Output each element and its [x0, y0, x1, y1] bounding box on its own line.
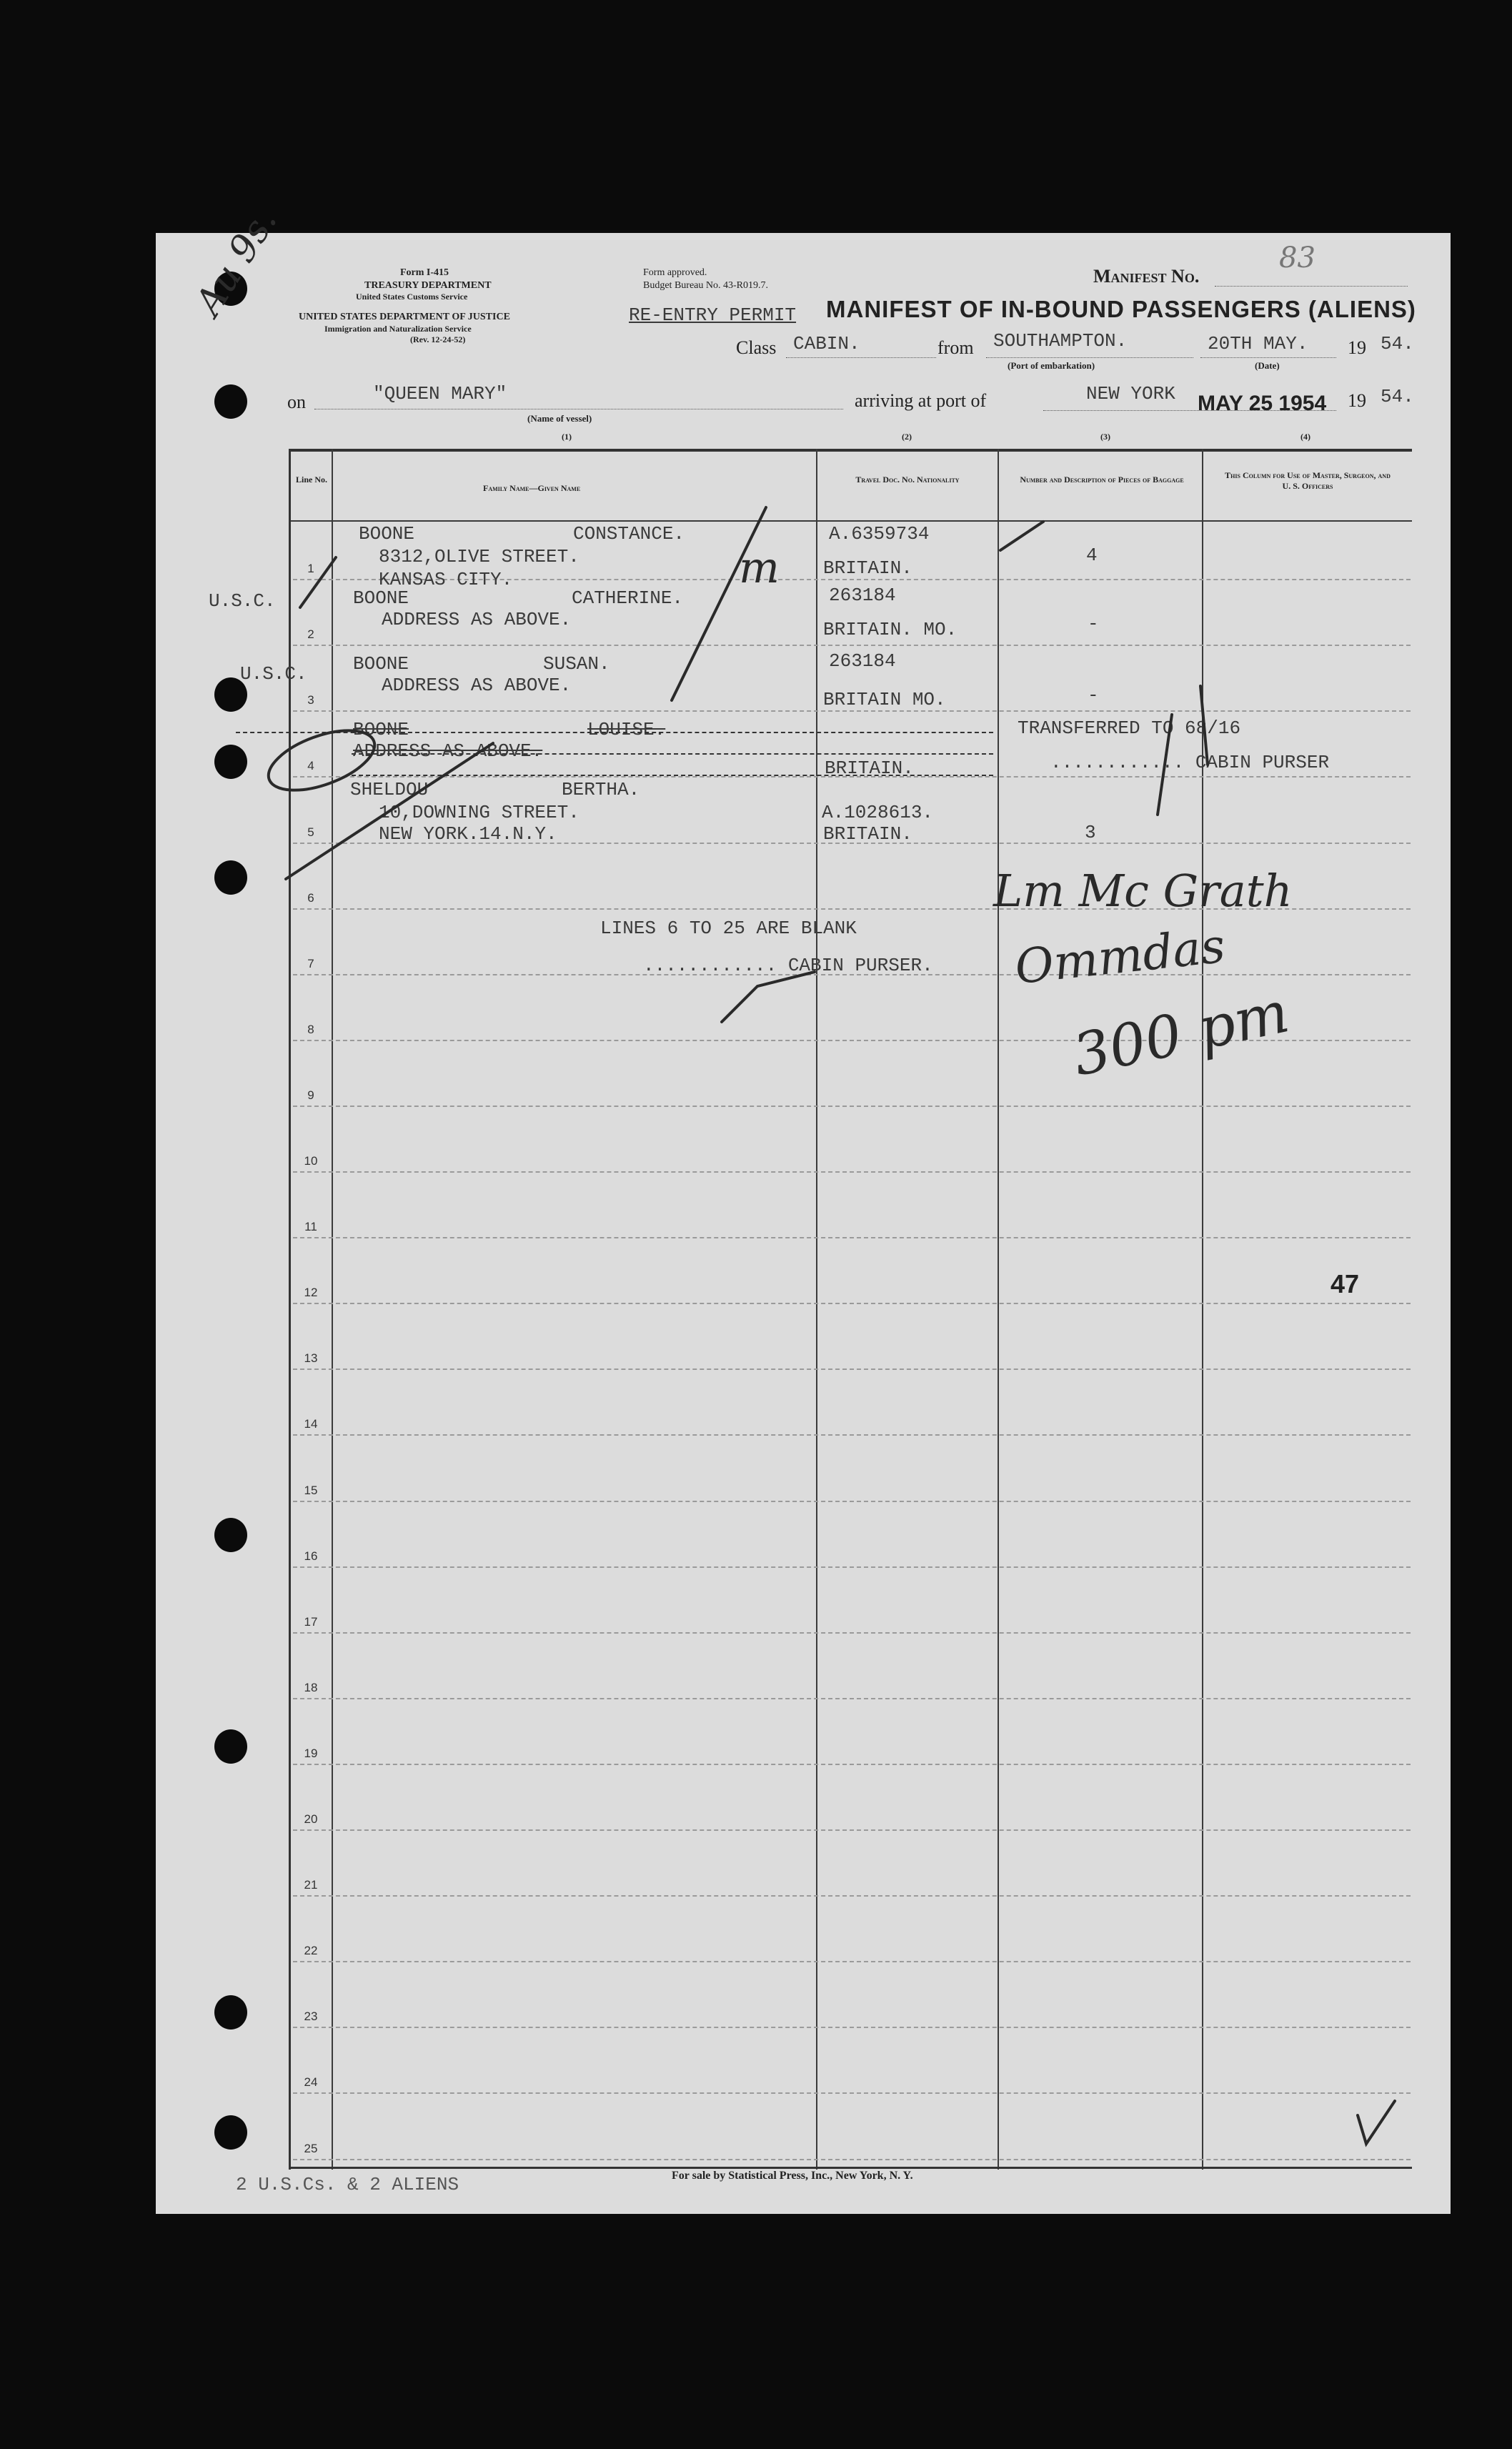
- line-number: 13: [304, 1351, 318, 1366]
- customs-service: United States Customs Service: [356, 292, 468, 302]
- header-line-no: Line No.: [296, 475, 328, 485]
- handwritten-signature: Lm Mc Grath: [993, 865, 1293, 917]
- line-number: 18: [304, 1680, 318, 1694]
- date-caption: (Date): [1255, 360, 1280, 371]
- treasury-department: TREASURY DEPARTMENT: [364, 280, 492, 291]
- entry-5-family: SHELDOU: [350, 779, 429, 800]
- entry-4-nationality: BRITAIN.: [825, 757, 914, 779]
- column-number-1: (1): [562, 432, 572, 442]
- entry-4-family: BOONE: [353, 719, 409, 740]
- line-number: 19: [304, 1746, 318, 1760]
- line-number: 7: [307, 956, 314, 970]
- line-number: 5: [307, 825, 314, 839]
- entry-2-status: U.S.C.: [209, 590, 276, 612]
- year2-value: 54.: [1381, 386, 1414, 407]
- arrival-date-stamp: MAY 25 1954: [1198, 392, 1327, 415]
- cabin-purser-note: ............ CABIN PURSER: [1050, 752, 1330, 773]
- entry-3-doc: 263184: [829, 650, 896, 672]
- handwritten-signature: Ommdas: [1012, 918, 1228, 995]
- class-label: Class: [736, 337, 777, 358]
- line-number: 8: [307, 1022, 314, 1036]
- year-value: 54.: [1381, 333, 1414, 354]
- header-name: Family Name—Given Name: [483, 483, 581, 493]
- entry-5-city: NEW YORK.14.N.Y.: [379, 823, 557, 845]
- entry-3-given: SUSAN.: [543, 653, 610, 675]
- line-number: 15: [304, 1483, 318, 1497]
- summary-note: 2 U.S.Cs. & 2 ALIENS: [236, 2174, 459, 2195]
- class-value: CABIN.: [793, 333, 860, 354]
- header-baggage: Number and Description of Pieces of Baggage: [1020, 475, 1184, 485]
- column-number-4: (4): [1300, 432, 1310, 442]
- entry-1-baggage: 4: [1086, 545, 1098, 566]
- entry-3-address: ADDRESS AS ABOVE.: [382, 675, 572, 696]
- line-number: 22: [304, 1944, 318, 1958]
- line-number: 23: [304, 2010, 318, 2024]
- entry-4-address: ADDRESS AS ABOVE.: [353, 740, 543, 762]
- form-approved: Form approved.: [643, 267, 707, 278]
- manifest-number: 83: [1279, 242, 1315, 274]
- line-number: 20: [304, 1812, 318, 1826]
- entry-2-family: BOONE: [353, 587, 409, 609]
- year-prefix: 19: [1348, 337, 1366, 358]
- line-number: 3: [307, 693, 314, 707]
- entry-1-family: BOONE: [359, 523, 415, 545]
- line-number: 24: [304, 2075, 318, 2090]
- vessel-caption: (Name of vessel): [527, 413, 592, 424]
- header-officers: This Column for Use of Master, Surgeon, and U. S. Officers: [1225, 470, 1391, 491]
- entry-2-address: ADDRESS AS ABOVE.: [382, 609, 572, 630]
- entry-5-doc: A.1028613.: [822, 802, 934, 823]
- budget-bureau: Budget Bureau No. 43-R019.7.: [643, 280, 768, 291]
- entry-1-nationality: BRITAIN.: [823, 557, 912, 579]
- vessel-name: "QUEEN MARY": [373, 383, 507, 404]
- entry-5-nationality: BRITAIN.: [823, 823, 912, 845]
- line-number: 10: [304, 1154, 318, 1168]
- header-travel-doc: Travel Doc. No. Nationality: [855, 475, 960, 485]
- on-label: on: [287, 392, 306, 412]
- page-number: 47: [1331, 1269, 1360, 1298]
- column-number-3: (3): [1100, 432, 1110, 442]
- line-number: 17: [304, 1614, 318, 1629]
- justice-department: UNITED STATES DEPARTMENT OF JUSTICE: [299, 312, 510, 322]
- entry-5-address: 10,DOWNING STREET.: [379, 802, 580, 823]
- embark-caption: (Port of embarkation): [1008, 360, 1095, 371]
- line-number: 21: [304, 1878, 318, 1892]
- immigration-service: Immigration and Naturalization Service: [324, 324, 472, 334]
- entry-1-doc: A.6359734: [829, 523, 930, 545]
- column-number-2: (2): [902, 432, 912, 442]
- entry-2-nationality: BRITAIN. MO.: [823, 619, 958, 640]
- handwritten-initials: m: [739, 543, 780, 593]
- port-of-arrival: NEW YORK: [1086, 383, 1175, 404]
- entry-2-given: CATHERINE.: [572, 587, 684, 609]
- manifest-label: Manifest No.: [1093, 266, 1200, 287]
- entry-1-address: 8312,OLIVE STREET.: [379, 546, 580, 567]
- reentry-permit: RE-ENTRY PERMIT: [629, 304, 797, 326]
- entry-3-status: U.S.C.: [240, 663, 307, 685]
- from-label: from: [937, 337, 974, 358]
- line-number: 4: [307, 759, 314, 773]
- line-number: 1: [307, 562, 314, 576]
- line-number: 6: [307, 890, 314, 905]
- entry-2-doc: 263184: [829, 585, 896, 606]
- entry-1-city: KANSAS CITY.: [379, 569, 513, 590]
- blank-lines-note: LINES 6 TO 25 ARE BLANK: [600, 918, 857, 939]
- entry-5-given: BERTHA.: [562, 779, 640, 800]
- transferred-note: TRANSFERRED TO 68/16: [1018, 717, 1241, 739]
- page-title: MANIFEST OF IN-BOUND PASSENGERS (ALIENS): [826, 296, 1416, 322]
- entry-5-baggage: 3: [1085, 822, 1096, 843]
- entry-3-baggage: -: [1088, 685, 1099, 706]
- handwritten-time: 300 pm: [1067, 978, 1295, 1089]
- line-number: 2: [307, 627, 314, 642]
- line-number: 11: [304, 1220, 317, 1234]
- entry-3-nationality: BRITAIN MO.: [823, 689, 946, 710]
- form-revision: (Rev. 12-24-52): [410, 334, 466, 344]
- entry-2-baggage: -: [1088, 613, 1099, 635]
- line-number: 9: [307, 1088, 314, 1102]
- entry-3-family: BOONE: [353, 653, 409, 675]
- embark-date: 20TH MAY.: [1208, 333, 1308, 354]
- port-of-embarkation: SOUTHAMPTON.: [993, 330, 1128, 352]
- line-number: 14: [304, 1417, 318, 1431]
- margin-note: Au 9s.: [187, 201, 286, 323]
- cabin-purser-signoff: ............ CABIN PURSER.: [643, 955, 933, 976]
- entry-1-given: CONSTANCE.: [573, 523, 685, 545]
- line-number: 25: [304, 2141, 318, 2155]
- entry-4-given: LOUISE.: [587, 719, 666, 740]
- line-number: 12: [304, 1286, 318, 1300]
- arriving-label: arriving at port of: [855, 390, 987, 411]
- year2-prefix: 19: [1348, 390, 1366, 411]
- line-number: 16: [304, 1549, 318, 1563]
- form-number: Form I-415: [400, 267, 449, 278]
- printer-note: For sale by Statistical Press, Inc., New York, N. Y.: [672, 2170, 913, 2182]
